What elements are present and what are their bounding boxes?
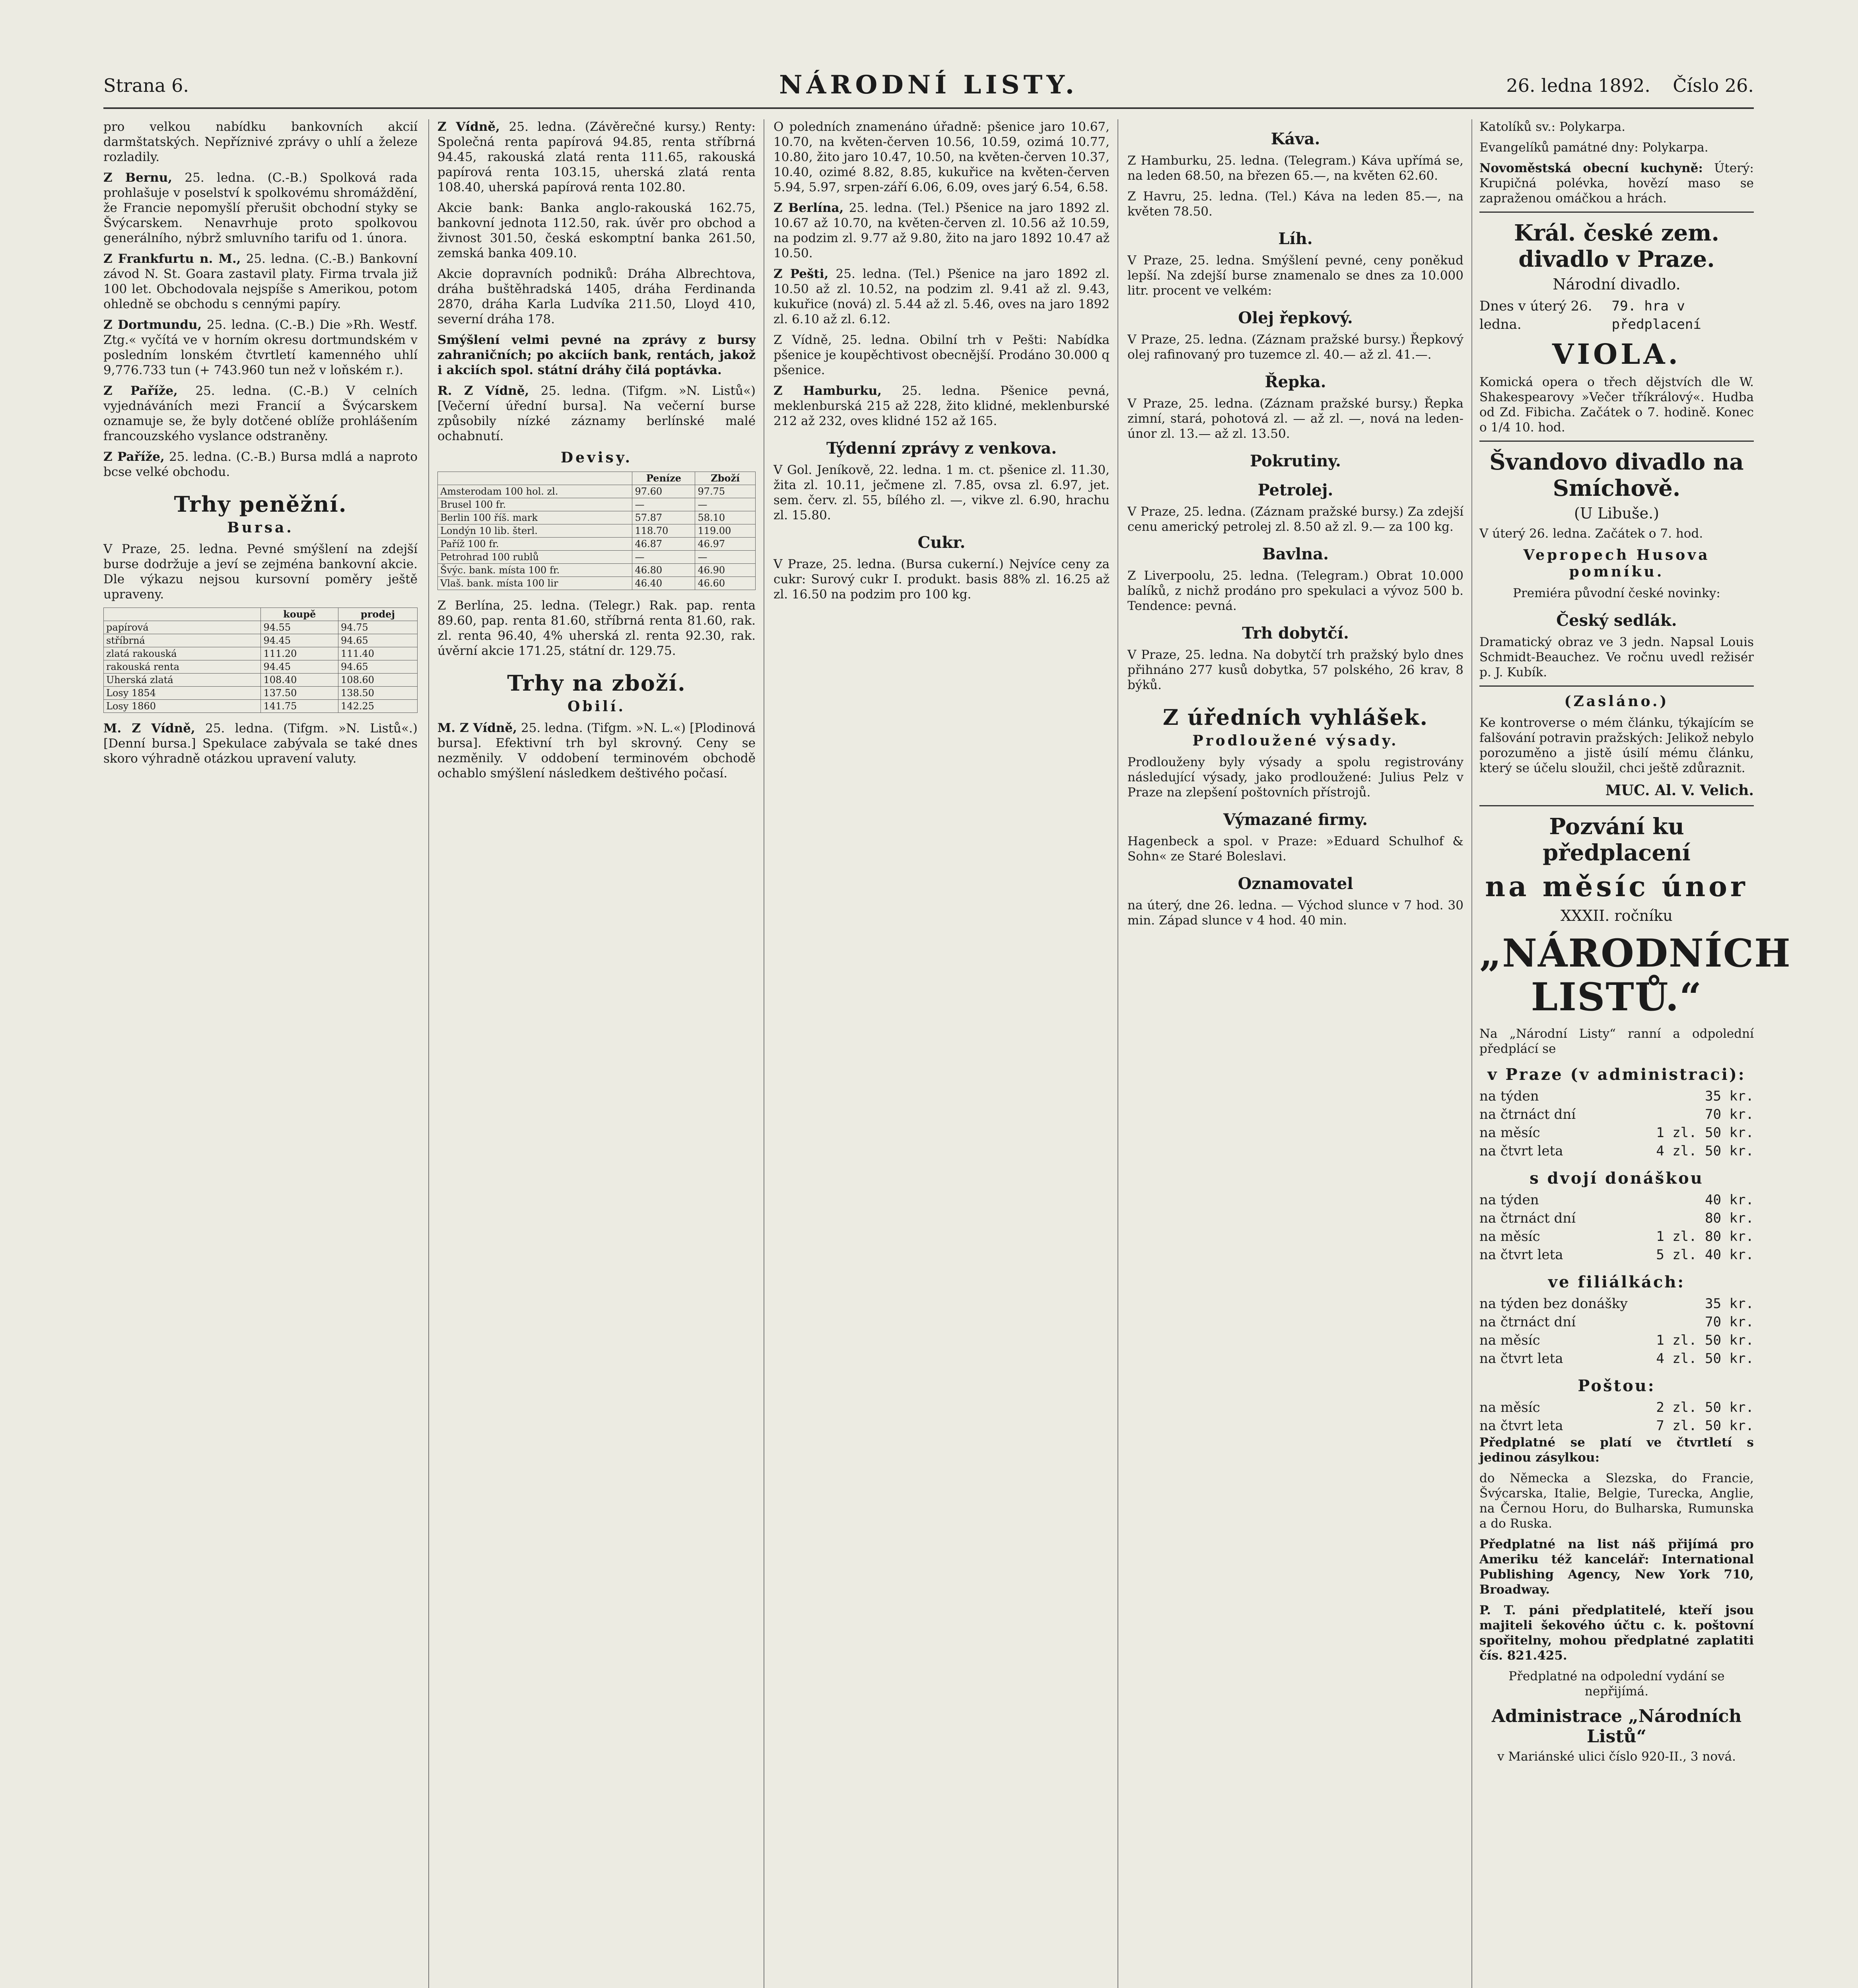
price-label: na týden: [1479, 1088, 1539, 1104]
table-cell: Losy 1860: [104, 700, 261, 713]
table-cell: stříbrná: [104, 634, 261, 647]
issue-date: 26. ledna 1892.: [1506, 75, 1650, 96]
oil-report: V Praze, 25. ledna. (Záznam pražské bursy.) Řepkový olej rafinovaný pro tuzemce zl. 40.— až zl. 41.—.: [1127, 332, 1463, 362]
news-bern: Z Bernu, 25. ledna. (C.-B.) Spolková rada prohlašuje v poselství k spolkovému shromáždění, že Francie nepomyšlí přerušit obchodní styky se Švýcarskem. Nenavrhuje proto spolkovou generálního, nýbrž smluvního tarifu od 1. února.: [103, 171, 418, 245]
sugar-report: V Praze, 25. ledna. (Bursa cukerní.) Nejvíce ceny za cukr: Surový cukr I. produkt. basis 88% zl. 16.25 až zl. 16.50 na podzim pro 100 kg.: [774, 557, 1110, 602]
post-prices: [1479, 1398, 1754, 1435]
news-dortmund: Z Dortmundu, 25. ledna. (C.-B.) Die »Rh. Westf. Ztg.« vyčítá ve v horním okresu dortmundském v posledním lonském čtvrtletí kamenného uhlí 9,776.733 tun (+ 743.960 tun než v loňském r.).: [103, 318, 418, 377]
price-row: [1479, 1246, 1754, 1264]
devisy-row: [438, 485, 756, 498]
transport-shares: Akcie dopravních podniků: Dráha Albrechtova, dráha buštěhradská 1405, dráha Ferdinanda 2870, dráha Karla Ludvíka 211.50, Lloyd 410, severní dráha 178.: [437, 267, 756, 326]
column-3: [774, 119, 1110, 1988]
news-frankfurt: Z Frankfurtu n. M., 25. ledna. (C.-B.) Bankovní závod N. St. Goara zastavil platy. Firma trvala již 100 let. Obchodovala nejspíše s Amerikou, potom ohledně se obchodu s cennými papíry.: [103, 252, 418, 311]
table-cell: 46.60: [695, 577, 756, 590]
branch-prices-title: ve filiálkách:: [1548, 1273, 1685, 1291]
spirit-report: V Praze, 25. ledna. Smýšlení pevné, ceny poněkud lepší. Na zdejší burse znamenalo se dnes za 10.000 litr. procent ve velkém:: [1127, 253, 1463, 298]
grain-vienna: Z Vídně, 25. ledna. Obilní trh v Pešti: Nabídka pšenice je koupěchtivost obecnější. Prodáno 30.000 q pšenice.: [774, 333, 1110, 377]
play-description: Komická opera o třech dějstvích dle W. Shakespearovy »Večer tříkrálový«. Hudba od Zd. Fibicha. Začátek o 7. hodině. Konec o 1/4 10. hod.: [1479, 375, 1754, 435]
grain-quotes: O poledních znamenáno úřadně: pšenice jaro 10.67, 10.70, na květen-červen 10.56, 10.59, ozimá 10.77, 10.80, žito jaro 10.47, 10.50, na květen-červen 10.37, 10.40, ozimé 8.82, 8.85, kukuřice na květen-červen 5.94, 5.97, srpen-září 6.06, 6.09, oves jarý 6.54, 6.58.: [774, 120, 1110, 194]
devisy-row: [438, 498, 756, 511]
sent-letter: [1479, 685, 1754, 799]
price-row: [1479, 1349, 1754, 1368]
rates-row: [104, 700, 418, 713]
table-cell: 94.55: [261, 621, 338, 634]
daily-prices: [1479, 1191, 1754, 1264]
cattle-title: Trh dobytčí.: [1242, 624, 1349, 643]
table-cell: Uherská zlatá: [104, 674, 261, 687]
price-row: [1479, 1124, 1754, 1142]
notices-title: Z úředních vyhlášek.: [1162, 705, 1428, 730]
subscription-request: Předplatné na odpolední vydání se nepřijímá.: [1508, 1669, 1725, 1699]
table-cell: —: [632, 551, 695, 564]
price-label: na čtvrt leta: [1479, 1351, 1563, 1367]
petroleum-report: V Praze, 25. ledna. (Záznam pražské bursy.) Za zdejší cenu americký petrolej zl. 8.50 až zl. 9.— za 100 kg.: [1127, 505, 1463, 534]
calendar-catholic: Katolíků sv.: Polykarpa.: [1479, 120, 1626, 134]
post-prices-title: Poštou:: [1578, 1376, 1656, 1395]
theater-title: Král. české zem. divadlo v Praze.: [1514, 220, 1720, 272]
price-row: [1479, 1087, 1754, 1105]
page-header: [103, 68, 1754, 103]
grain-market: M. Z Vídně, 25. ledna. (Tifgm. »N. L.«) [Plodinová bursa]. Efektivní trh byl skrovný. Ceny se nezměnily. V oddobení terminovém obchodě ochablo smýšlení následkem deštivého počasí.: [437, 721, 756, 780]
price-label: na měsíc: [1479, 1125, 1540, 1141]
table-cell: 46.90: [695, 564, 756, 577]
price-label: na čtrnáct dní: [1479, 1210, 1576, 1226]
rates-table: [103, 608, 418, 713]
calendar-evangelic: Evangelíků památné dny: Polykarpa.: [1479, 140, 1708, 155]
price-label: na týden: [1479, 1192, 1539, 1208]
rates-row: [104, 621, 418, 634]
theater-2-subtitle: (U Libuše.): [1574, 505, 1659, 522]
table-cell: 97.60: [632, 485, 695, 498]
section-title-money: Trhy peněžní.: [174, 491, 347, 517]
administration-title: Administrace „Národních Listů“: [1491, 1706, 1742, 1747]
table-cell: Losy 1854: [104, 687, 261, 700]
table-cell: 94.65: [338, 660, 418, 674]
market-note: Smýšlení velmi pevné na zprávy z bursy zahraničních; po akciích bank, rentách, jakož i akciích spol. státní dráhy čilá poptávka.: [437, 333, 756, 377]
column-4: [1127, 119, 1463, 1988]
table-cell: 141.75: [261, 700, 338, 713]
price-label: na čtvrt leta: [1479, 1418, 1563, 1434]
abroad-countries: do Německa a Slezska, do Francie, Švýcarska, Italie, Belgie, Turecka, Anglie, na Černou Horu, do Bulharska, Rumunska a do Ruska.: [1479, 1471, 1754, 1531]
evening-bursa: R. Z Vídně, 25. ledna. (Tifgm. »N. Listů«) [Večerní úřední bursa]. Na večerní burse způsobily nízké záznamy berlínské malé ochabnutí.: [437, 384, 756, 443]
rates-row: [104, 687, 418, 700]
table-cell: 97.75: [695, 485, 756, 498]
grain-hamburg: Z Hamburku, 25. ledna. Pšenice pevná, meklenburská 215 až 228, žito klidné, meklenburské 212 až 232, oves klidné 152 až 165.: [774, 384, 1110, 428]
rapeseed-title: Řepka.: [1265, 373, 1326, 391]
subscription-paper-name: „NÁRODNÍCH LISTŮ.“: [1479, 931, 1791, 1019]
column-divider: [1471, 119, 1472, 1988]
abroad-title: Předplatné se platí ve čtvrtletí s jedinou zásylkou:: [1479, 1435, 1754, 1465]
play-2-banner: Vepropech Husova pomníku.: [1523, 547, 1710, 580]
devisy-row: [438, 577, 756, 590]
cattle-report: V Praze, 25. ledna. Na dobytčí trh pražský bylo dnes přihnáno 277 kusů dobytka, 57 polského, 26 krav, 8 býků.: [1127, 648, 1463, 692]
table-header-cell: koupě: [261, 608, 338, 621]
devisy-row: [438, 551, 756, 564]
price-value: 70 kr.: [1705, 1314, 1754, 1330]
price-value: 4 zl. 50 kr.: [1656, 1143, 1754, 1159]
price-row: [1479, 1398, 1754, 1417]
coffee-title: Káva.: [1271, 130, 1320, 148]
theater-date-row: Dnes v úterý 26. ledna. 79. hra v předplacení: [1479, 298, 1701, 332]
news-paris-2: Z Paříže, 25. ledna. (C.-B.) Bursa mdlá a naproto bcse velké obchodu.: [103, 450, 418, 479]
cotton-title: Bavlna.: [1262, 545, 1329, 563]
news-vienna: M. Z Vídně, 25. ledna. (Tifgm. »N. Listů«.) [Denní bursa.] Spekulace zabývala se také dnes skoro výhradně otázkou upravení valuty.: [103, 721, 418, 766]
price-value: 4 zl. 50 kr.: [1656, 1351, 1754, 1367]
table-cell: zlatá rakouská: [104, 647, 261, 660]
rapeseed-report: V Praze, 25. ledna. (Záznam pražské bursy.) Řepka zimní, stará, pohotová zl. — až zl. —, nová na leden-únor zl. 13.— až zl. 13.50.: [1127, 396, 1463, 441]
table-cell: Paříž 100 fr.: [438, 538, 632, 551]
table-cell: Berlin 100 říš. mark: [438, 511, 632, 524]
devisy-table: [437, 472, 756, 590]
daily-prices-title: s dvojí donáškou: [1530, 1169, 1704, 1188]
theater-2-date: V úterý 26. ledna. Začátek o 7. hod.: [1479, 526, 1703, 541]
price-value: 35 kr.: [1705, 1296, 1754, 1312]
table-cell: rakouská renta: [104, 660, 261, 674]
table-cell: 94.65: [338, 634, 418, 647]
table-cell: 94.45: [261, 634, 338, 647]
petroleum-title: Petrolej.: [1257, 481, 1333, 499]
prague-prices-title: v Praze (v administraci):: [1487, 1065, 1746, 1084]
column-divider: [428, 119, 429, 1988]
rates-row: [104, 634, 418, 647]
table-cell: 138.50: [338, 687, 418, 700]
subsection-grain: Obilí.: [567, 698, 626, 715]
play-2-title: Český sedlák.: [1556, 611, 1677, 630]
price-value: 1 zl. 50 kr.: [1656, 1125, 1754, 1141]
table-cell: Amsterodam 100 hol. zl.: [438, 485, 632, 498]
price-row: [1479, 1191, 1754, 1209]
price-label: na měsíc: [1479, 1400, 1540, 1415]
notices-subtitle: Prodloužené výsady.: [1192, 732, 1399, 749]
sent-title: (Zasláno.): [1564, 693, 1669, 710]
table-cell: 46.80: [632, 564, 695, 577]
table-cell: Londýn 10 lib. šterl.: [438, 524, 632, 538]
bank-shares: Akcie bank: Banka anglo-rakouská 162.75, bankovní jednota 112.50, rak. úvěr pro obchod a živnost 301.50, česká eskomptní banka 261.50, zemská banka 409.10.: [437, 201, 756, 260]
deleted-firms-title: Výmazané firmy.: [1223, 810, 1368, 829]
price-row: [1479, 1227, 1754, 1246]
devisy-row: [438, 564, 756, 577]
table-cell: 46.87: [632, 538, 695, 551]
table-header-cell: prodej: [338, 608, 418, 621]
table-header-cell: [104, 608, 261, 621]
price-value: 2 zl. 50 kr.: [1656, 1400, 1754, 1415]
rates-row: [104, 647, 418, 660]
table-header-cell: Peníze: [632, 472, 695, 485]
price-label: na čtrnáct dní: [1479, 1314, 1576, 1330]
table-cell: 94.45: [261, 660, 338, 674]
table-cell: Vlaš. bank. místa 100 lir: [438, 577, 632, 590]
deleted-firms: Hagenbeck a spol. v Praze: »Eduard Schulhof & Sohn« ze Staré Boleslavi.: [1127, 834, 1463, 864]
price-value: 1 zl. 80 kr.: [1656, 1229, 1754, 1244]
administration-address: v Mariánské ulici číslo 920-II., 3 nová.: [1497, 1749, 1736, 1764]
subscription-intro: Na „Národní Listy“ ranní a odpolední předplácí se: [1479, 1027, 1754, 1056]
table-cell: —: [695, 551, 756, 564]
table-cell: Petrohrad 100 rublů: [438, 551, 632, 564]
price-value: 5 zl. 40 kr.: [1656, 1247, 1754, 1263]
sugar-title: Cukr.: [917, 533, 966, 552]
price-row: [1479, 1209, 1754, 1227]
notices-text: Prodlouženy byly výsady a spolu registrovány následující výsady, jako prodloužené: Julius Pelz v Praze na zlepšení poštovních přístrojů.: [1127, 755, 1463, 800]
announcer-title: Oznamovatel: [1238, 874, 1353, 893]
newspaper-title: NÁRODNÍ LISTY.: [779, 70, 1078, 100]
table-cell: 94.75: [338, 621, 418, 634]
table-cell: 142.25: [338, 700, 418, 713]
table-cell: 108.40: [261, 674, 338, 687]
coffee-hamburg: Z Hamburku, 25. ledna. (Telegram.) Káva upřímá se, na leden 68.50, na březen 65.—, na květen 62.60.: [1127, 153, 1463, 183]
theater-ad-2: [1479, 441, 1754, 680]
devisy-row: [438, 538, 756, 551]
price-row: [1479, 1331, 1754, 1349]
branch-prices: [1479, 1295, 1754, 1368]
devisy-title: Devisy.: [560, 449, 633, 466]
table-cell: papírová: [104, 621, 261, 634]
news-paris: Z Paříže, 25. ledna. (C.-B.) V celních vyjednáváních mezi Francií a Švýcarskem oznamuje se, že byly dotčené oblíže prohlášením francouzského vyslance odstraněny.: [103, 384, 418, 443]
grain-pest: Z Pešti, 25. ledna. (Tel.) Pšenice na jaro 1892 zl. 10.50 až zl. 10.52, na podzim zl. 9.41 až zl. 9.43, kukuřice (nová) zl. 5.44 až zl. 5.46, oves na jaro 1892 zl. 6.10 až zl. 6.12.: [774, 267, 1110, 326]
price-value: 7 zl. 50 kr.: [1656, 1418, 1754, 1434]
price-label: na čtvrt leta: [1479, 1143, 1563, 1159]
price-label: na měsíc: [1479, 1332, 1540, 1348]
play-title: VIOLA.: [1552, 338, 1681, 371]
announcer-text: na úterý, dne 26. ledna. — Východ slunce v 7 hod. 30 min. Západ slunce v 4 hod. 40 min.: [1127, 898, 1463, 928]
table-cell: 118.70: [632, 524, 695, 538]
table-cell: —: [632, 498, 695, 511]
column-5: [1479, 119, 1791, 1988]
subscription-period: na měsíc únor: [1485, 870, 1748, 903]
prague-prices: [1479, 1087, 1754, 1160]
rates-row: [104, 674, 418, 687]
table-cell: 137.50: [261, 687, 338, 700]
table-cell: 108.60: [338, 674, 418, 687]
signature: MUC. Al. V. Velich.: [1605, 782, 1754, 799]
price-value: 1 zl. 50 kr.: [1656, 1332, 1754, 1348]
table-cell: 57.87: [632, 511, 695, 524]
price-label: na čtvrt leta: [1479, 1247, 1563, 1263]
play-2-subtitle: Premiéra původní české novinky:: [1513, 586, 1720, 600]
subscription-year: XXXII. ročníku: [1561, 907, 1673, 924]
oilcake-title: Pokrutiny.: [1250, 452, 1341, 470]
column-1: [103, 119, 418, 1988]
issue-number: Číslo 26.: [1673, 75, 1754, 96]
price-value: 80 kr.: [1705, 1210, 1754, 1226]
devisy-row: [438, 524, 756, 538]
page-number: Strana 6.: [103, 75, 189, 96]
devisy-row: [438, 511, 756, 524]
kitchen-menu: Novoměstská obecní kuchyně: Úterý: Krupičná polévka, hovězí maso se zapraženou omáčkou a hrách.: [1479, 161, 1754, 206]
table-cell: Švýc. bank. místa 100 fr.: [438, 564, 632, 577]
price-row: [1479, 1295, 1754, 1313]
price-value: 35 kr.: [1705, 1088, 1754, 1104]
grain-berlin: Z Berlína, 25. ledna. (Tel.) Pšenice na jaro 1892 zl. 10.67 až 10.70, na květen-červen zl. 10.56 až 10.59, na podzim zl. 9.77 až 9.80, žito na jaro 1892 10.47 až 10.50.: [774, 201, 1110, 260]
theater-2-title: Švandovo divadlo na Smíchově.: [1489, 449, 1744, 501]
table-header-cell: [438, 472, 632, 485]
postal-savings: P. T. páni předplatitelé, kteří jsou majiteli šekového účtu c. k. poštovní spořitelny, mohou předplatné zaplatiti čís. 821.425.: [1479, 1603, 1754, 1663]
price-label: na čtrnáct dní: [1479, 1107, 1576, 1122]
price-row: [1479, 1142, 1754, 1160]
bursa-paragraph: V Praze, 25. ledna. Pevné smýšlení na zdejší burse dodržuje a jeví se zejména bankovní akcie. Dle výkazu nejsou kursovní poměry ještě upraveny.: [103, 542, 418, 602]
berlin-rates: Z Berlína, 25. ledna. (Telegr.) Rak. pap. renta 89.60, pap. renta 81.60, stříbrná renta 81.60, rak. zl. renta 96.40, 4% uherská zl. renta 92.30, rak. úvěrní akcie 171.25, státní dr. 129.75.: [437, 598, 756, 658]
oil-title: Olej řepkový.: [1238, 309, 1353, 327]
price-value: 70 kr.: [1705, 1107, 1754, 1122]
cotton-report: Z Liverpoolu, 25. ledna. (Telegram.) Obrat 10.000 balíků, z nichž prodáno pro spekulaci a vývoz 500 b. Tendence: pevná.: [1127, 569, 1463, 613]
column-2: [437, 119, 756, 1988]
table-cell: —: [695, 498, 756, 511]
price-label: na týden bez donášky: [1479, 1296, 1628, 1312]
table-cell: 119.00: [695, 524, 756, 538]
section-title-goods: Trhy na zboží.: [507, 670, 686, 696]
table-cell: 58.10: [695, 511, 756, 524]
table-header-cell: Zboží: [695, 472, 756, 485]
subscription-ad: [1479, 805, 1791, 1764]
table-cell: 111.20: [261, 647, 338, 660]
theater-subtitle: Národní divadlo.: [1553, 276, 1681, 293]
theater-ad: [1479, 212, 1754, 435]
play-2-description: Dramatický obraz ve 3 jedn. Napsal Louis Schmidt-Beauchez. Ve ročnu uvedl režisér p. J. Kubík.: [1479, 635, 1754, 679]
price-label: na měsíc: [1479, 1229, 1540, 1244]
price-value: 40 kr.: [1705, 1192, 1754, 1208]
subscription-title: Pozvání ku předplacení: [1543, 813, 1691, 866]
america-agency: Předplatné na list náš přijímá pro Ameriku též kancelář: International Publishing Agency, New York 710, Broadway.: [1479, 1537, 1754, 1597]
table-cell: Brusel 100 fr.: [438, 498, 632, 511]
table-cell: 46.40: [632, 577, 695, 590]
spirit-title: Líh.: [1278, 229, 1313, 248]
table-cell: 46.97: [695, 538, 756, 551]
coffee-havre: Z Havru, 25. ledna. (Tel.) Káva na leden 85.—, na květen 78.50.: [1127, 189, 1463, 219]
weekly-reports: V Gol. Jeníkově, 22. ledna. 1 m. ct. pšenice zl. 11.30, žita zl. 10.11, ječmene zl. 7.85, ovsa zl. 6.97, jet. sem. červ. zl. 55, bílého zl. —, vikve zl. 6.90, hrachu zl. 15.80.: [774, 463, 1110, 522]
intro-paragraph: pro velkou nabídku bankovních akcií darmštatských. Nepříznivé zprávy o uhlí a železe rozladily.: [103, 120, 418, 164]
header-rule: [103, 107, 1754, 109]
vienna-closing: Z Vídně, 25. ledna. (Závěrečné kursy.) Renty: Společná renta papírová 94.85, renta stříbrná 94.45, rakouská zlatá renta 111.65, rakouská papírová renta 103.15, uherská zlatá renta 108.40, uherská papírová renta 102.80.: [437, 120, 756, 194]
price-row: [1479, 1105, 1754, 1124]
sent-text: Ke kontroverse o mém článku, týkajícím se falšování potravin pražských: Jelikož nebylo porozuměno a jistě úsilí mému článku, který se účelu sloužil, chci ještě zdůraznit.: [1479, 716, 1754, 775]
subsection-bursa: Bursa.: [227, 519, 294, 536]
table-cell: 111.40: [338, 647, 418, 660]
rates-row: [104, 660, 418, 674]
price-row: [1479, 1417, 1754, 1435]
price-row: [1479, 1313, 1754, 1331]
weekly-reports-title: Týdenní zprávy z venkova.: [826, 439, 1057, 458]
